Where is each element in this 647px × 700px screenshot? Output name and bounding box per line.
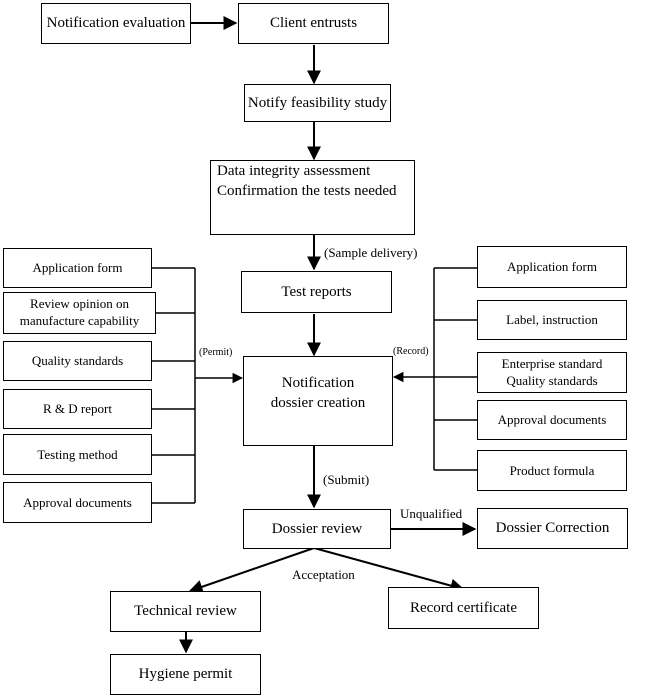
data-integrity-line-2: Confirmation the tests needed xyxy=(217,183,397,200)
record-standards-line-1: Enterprise standard xyxy=(501,355,603,371)
permit-rd-report-box: R & D report xyxy=(3,389,152,429)
data-integrity-line-1: Data integrity assessment xyxy=(217,163,371,179)
dossier-creation-line-2: dossier creation xyxy=(270,395,366,412)
record-bracket xyxy=(434,268,477,470)
permit-application-form-box: Application form xyxy=(3,248,152,288)
permit-approval-documents-box: Approval documents xyxy=(3,482,152,523)
record-application-form-box: Application form xyxy=(477,246,627,288)
permit-bracket xyxy=(152,268,195,503)
record-product-formula-box: Product formula xyxy=(477,450,627,491)
technical-review-box: Technical review xyxy=(110,591,261,632)
permit-label: (Permit) xyxy=(199,347,233,358)
record-approval-documents-box: Approval documents xyxy=(477,400,627,440)
record-standards-box xyxy=(477,352,627,393)
hygiene-permit-box: Hygiene permit xyxy=(110,654,261,695)
permit-review-opinion-box xyxy=(3,292,156,334)
review-opinion-line-2: manufacture capability xyxy=(19,313,140,328)
dossier-review-box: Dossier review xyxy=(243,509,391,549)
acceptation-label: Acceptation xyxy=(292,567,355,582)
record-label: (Record) xyxy=(393,346,429,357)
review-opinion-line-1: Review opinion on xyxy=(30,296,129,312)
permit-testing-method-box: Testing method xyxy=(3,434,152,475)
sample-delivery-label: (Sample delivery) xyxy=(324,245,418,260)
dossier-correction-box: Dossier Correction xyxy=(477,508,628,549)
unqualified-label: Unqualified xyxy=(400,506,463,521)
notification-evaluation-box: Notification evaluation xyxy=(41,3,191,44)
data-integrity-assessment-box xyxy=(210,160,415,235)
test-reports-box: Test reports xyxy=(241,271,392,313)
dossier-creation-line-1: Notification xyxy=(281,375,355,391)
record-standards-line-2: Quality standards xyxy=(506,372,598,388)
client-entrusts-box: Client entrusts xyxy=(238,3,389,44)
record-label-instruction-box: Label, instruction xyxy=(477,300,627,340)
permit-quality-standards-box: Quality standards xyxy=(3,341,152,381)
submit-label: (Submit) xyxy=(323,472,370,487)
notify-feasibility-study-box: Notify feasibility study xyxy=(244,84,391,122)
notification-dossier-creation-box xyxy=(243,356,393,446)
record-certificate-box: Record certificate xyxy=(388,587,539,629)
